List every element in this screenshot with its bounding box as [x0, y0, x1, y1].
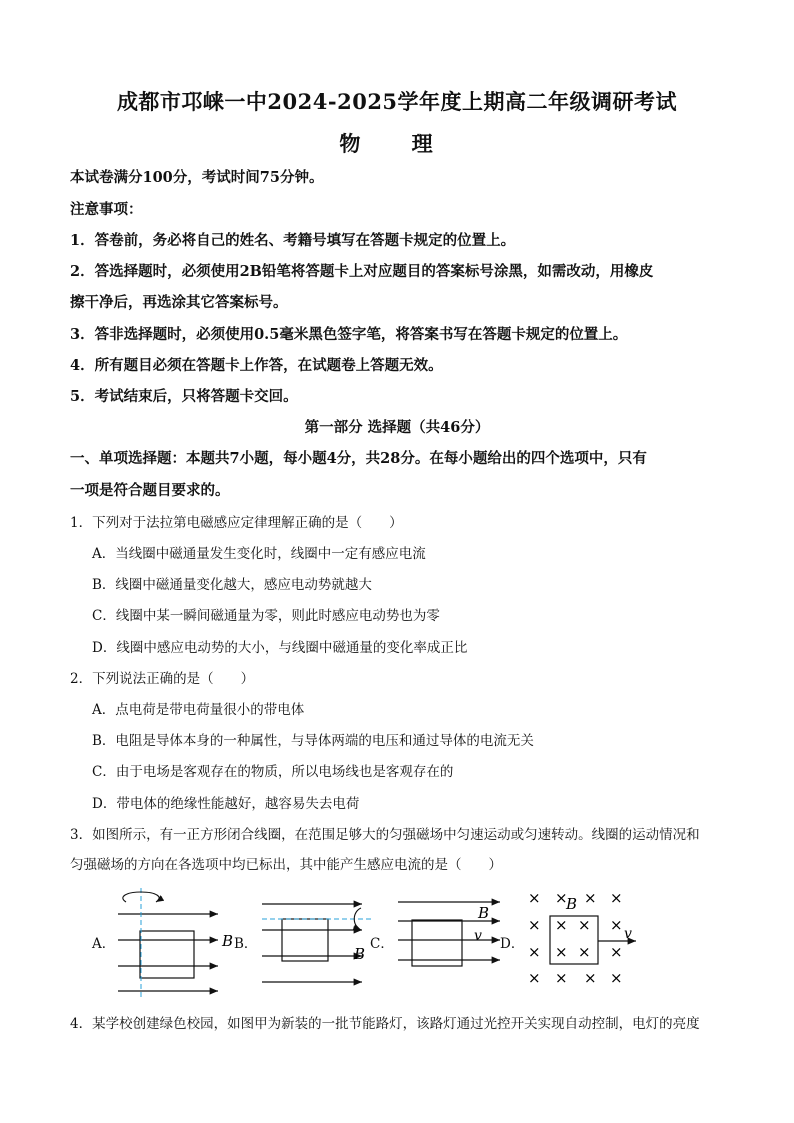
field-label-b: B	[222, 932, 234, 950]
cross-mark: ×	[610, 969, 623, 987]
notice-item: 2．答选择题时，必须使用2B铅笔将答题卡上对应题目的答案标号涂黑，如需改动，用橡皮	[70, 263, 654, 280]
velocity-label-v: v	[624, 926, 632, 942]
cross-mark: ×	[610, 889, 623, 907]
figure-d	[528, 889, 636, 987]
coil-square	[412, 920, 462, 966]
coil-square	[140, 931, 194, 978]
cross-mark: ×	[555, 969, 568, 987]
notice-item: 1．答卷前，务必将自己的姓名、考籍号填写在答题卡规定的位置上。	[70, 232, 516, 249]
figure-option-a-label: A．	[92, 936, 116, 952]
notice-item: 3．答非选择题时，必须使用0.5毫米黑色签字笔，将答案书写在答题卡规定的位置上。	[70, 326, 628, 343]
section-heading: 一、单项选择题：本题共7小题，每小题4分，共28分。在每小题给出的四个选项中，只有	[70, 450, 647, 467]
cross-mark: ×	[610, 916, 623, 934]
notice-item: 5．考试结束后，只将答题卡交回。	[70, 388, 298, 405]
notice-heading: 注意事项：	[70, 201, 143, 218]
figure-c	[398, 902, 500, 966]
field-label-b: B	[478, 904, 490, 922]
question-1-stem: 1．下列对于法拉第电磁感应定律理解正确的是（ ）	[70, 515, 403, 531]
field-label-b: B	[566, 895, 578, 913]
exam-title: 成都市邛崃一中2024-2025学年度上期高二年级调研考试	[116, 89, 678, 114]
cross-mark: ×	[610, 943, 623, 961]
cross-mark: ×	[555, 889, 568, 907]
question-2-option-d: D．带电体的绝缘性能越好，越容易失去电荷	[92, 796, 360, 812]
field-label-b: B	[354, 945, 366, 963]
question-2-option-a: A．点电荷是带电荷量很小的带电体	[92, 702, 305, 718]
cross-mark: ×	[578, 943, 591, 961]
cross-mark: ×	[584, 889, 597, 907]
cross-mark: ×	[528, 943, 541, 961]
question-4-stem: 4．某学校创建绿色校园，如图甲为新装的一批节能路灯，该路灯通过光控开关实现自动控制，电灯的亮度	[70, 1016, 700, 1032]
question-1-option-d: D．线圈中感应电动势的大小，与线圈中磁通量的变化率成正比	[92, 640, 468, 656]
notice-item: 4．所有题目必须在答题卡上作答，在试题卷上答题无效。	[70, 357, 443, 374]
cross-mark: ×	[584, 969, 597, 987]
figure-a	[118, 888, 233, 1000]
question-2-option-b: B．电阻是导体本身的一种属性，与导体两端的电压和通过导体的电流无关	[92, 733, 534, 749]
figure-option-c-label: C．	[370, 936, 394, 952]
cross-mark: ×	[528, 916, 541, 934]
cross-mark: ×	[528, 969, 541, 987]
figure-option-d-label: D．	[500, 936, 525, 952]
notice-item: 擦干净后，再选涂其它答案标号。	[70, 294, 288, 311]
exam-subject: 物 理	[339, 131, 455, 156]
cross-mark: ×	[555, 916, 568, 934]
velocity-label-v: v	[474, 928, 482, 944]
question-1-option-b: B．线圈中磁通量变化越大，感应电动势就越大	[92, 577, 372, 593]
cross-mark: ×	[578, 916, 591, 934]
cross-mark: ×	[555, 943, 568, 961]
part1-heading: 第一部分 选择题（共46分）	[304, 419, 490, 436]
question-2-option-c: C．由于电场是客观存在的物质，所以电场线也是客观存在的	[92, 764, 454, 780]
cross-mark: ×	[528, 889, 541, 907]
intro-text: 本试卷满分100分，考试时间75分钟。	[70, 169, 324, 186]
question-1-option-a: A．当线圈中磁通量发生变化时，线圈中一定有感应电流	[92, 546, 426, 562]
figure-option-b-label: B．	[234, 936, 258, 952]
question-1-option-c: C．线圈中某一瞬间磁通量为零，则此时感应电动势也为零	[92, 608, 440, 624]
question-3-stem: 3．如图所示，有一正方形闭合线圈，在范围足够大的匀强磁场中匀速运动或匀速转动。线圈的运动情况和	[70, 827, 700, 843]
question-3-stem: 匀强磁场的方向在各选项中均已标出，其中能产生感应电流的是（ ）	[70, 857, 502, 873]
section-heading: 一项是符合题目要求的。	[70, 482, 230, 499]
figure-b	[262, 904, 372, 982]
question-2-stem: 2．下列说法正确的是（ ）	[70, 671, 255, 687]
coil-square	[282, 919, 328, 961]
